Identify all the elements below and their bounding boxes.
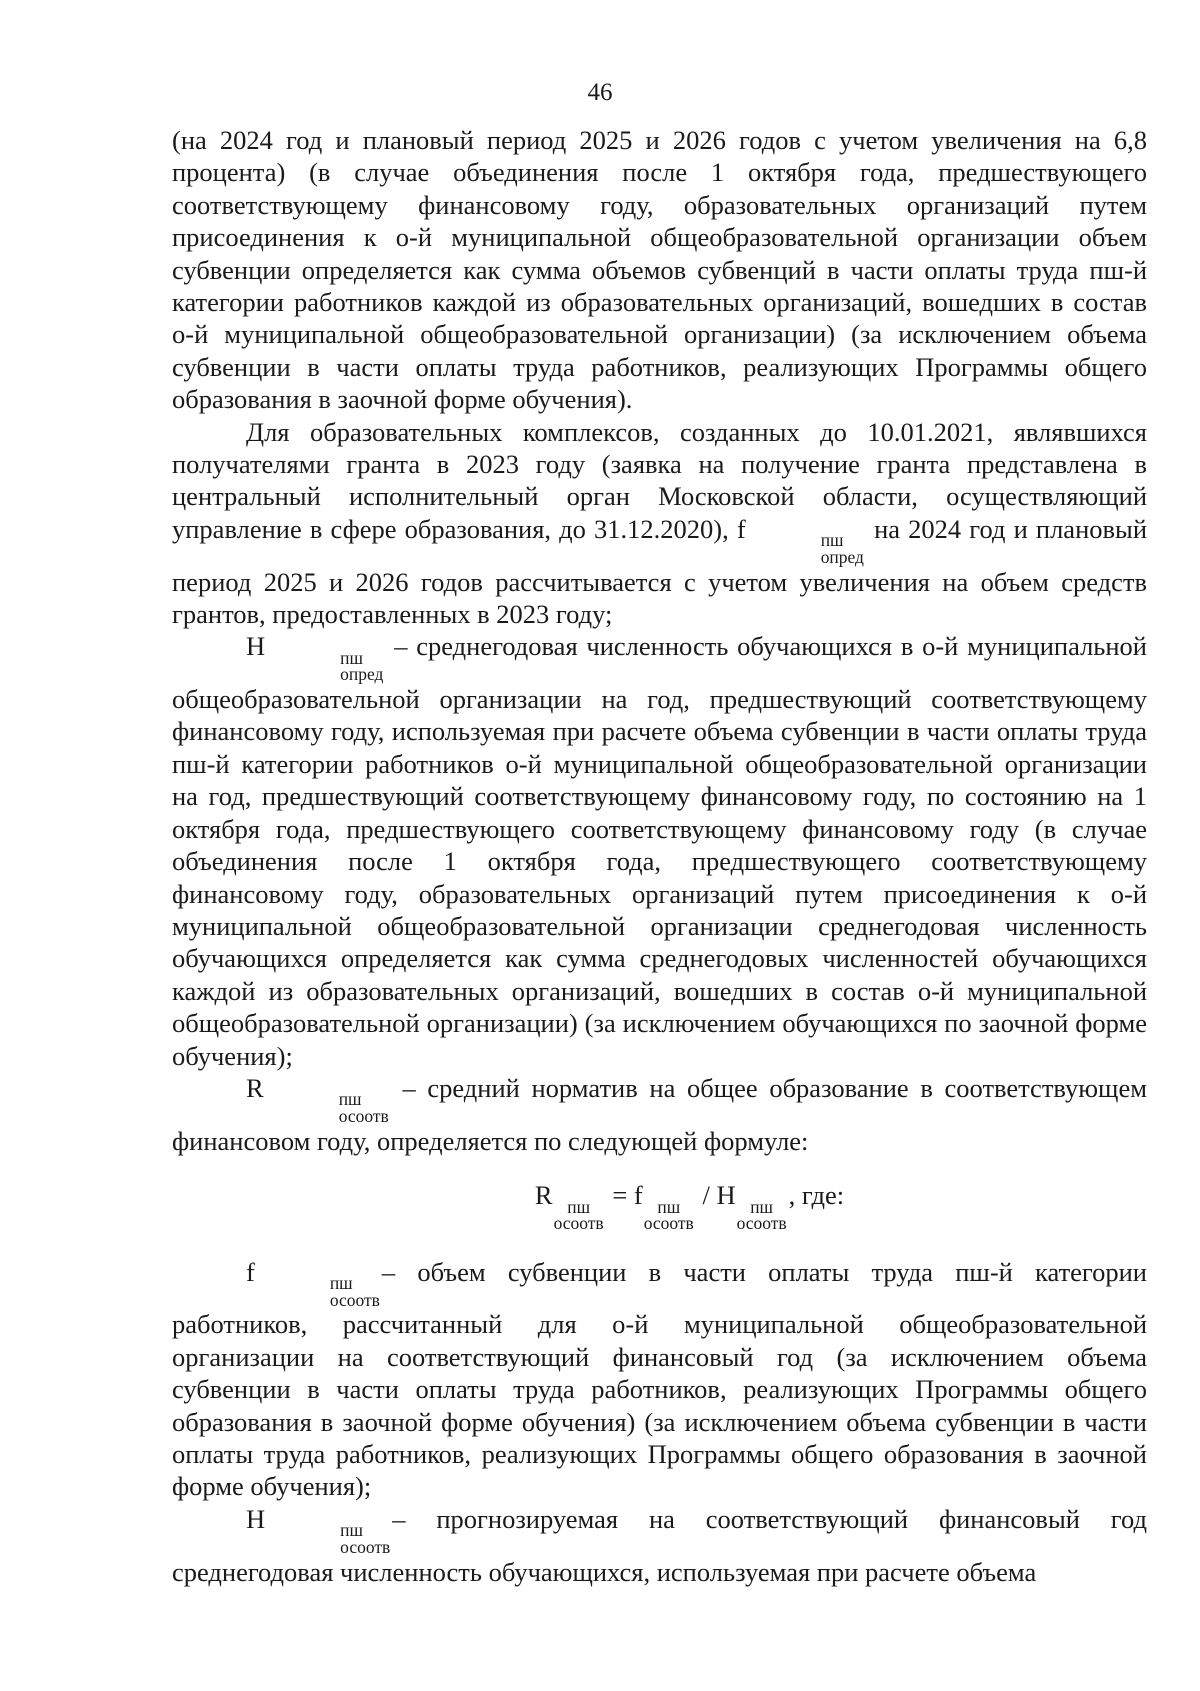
definition-text: – объем субвенции в части оплаты труда пш-й категории работников, рассчитанный для о-й муниципальной общеобразовательной организации на соответствующий финансовый год (за исключением объема субвенции в части оплаты труда работников, реализующих Программы общего образования в заочной форме обучения) (за исключением объема субвенции в части оплаты труда работников, реализующих Программы общего образования в заочной форме обучения); bbox=[172, 1256, 1147, 1502]
definition-h-opred bbox=[172, 630, 1147, 1072]
page-number: 46 bbox=[587, 79, 613, 106]
paragraph-text: Для образовательных комплексов, созданных до 10.01.2021, являвшихся получателями гранта в 2023 году (заявка на получение гранта представлена в центральный исполнительный орган Московской области, осуществляющий управление в сфере образования, до 31.12.2020), bbox=[172, 416, 1147, 544]
symbol-h-opred: H пш опред bbox=[246, 631, 384, 685]
formula-symbol-r: R пш осоотв bbox=[534, 1180, 604, 1234]
definition-text: – прогнозируемая на соответствующий финансовый год среднегодовая численность обучающихся, используемая при расчете объема bbox=[172, 1503, 1147, 1587]
definition-text: – среднегодовая численность обучающихся в о-й муниципальной общеобразовательной организации на год, предшествующий соответствующему финансовому году, используемая при расчете объема субвенции в части оплаты труда пш-й категории работников о-й муниципальной общеобразовательной организации на год, предшествующий соответствующему финансовому году, по состоянию на 1 октября года, предшествующего соответствующему финансовому году (в случае объединения после 1 октября года, предшествующего соответствующему финансовому году, образовательных организаций путем присоединения к о-й муниципальной общеобразовательной организации среднегодовая численность обучающихся определяется как сумма среднегодовых численностей обучающихся каждой из образовательных организаций, вошедших в состав о-й муниципальной общеобразовательной организации) (за исключением обучающихся по заочной форме обучения); bbox=[172, 631, 1147, 1071]
paragraph-text: на 2024 год и плановый период 2025 и 2026 годов рассчитывается с учетом увеличения на объем средств грантов, предоставленных в 2023 году; bbox=[172, 513, 1147, 629]
paragraph-grant-note bbox=[172, 416, 1147, 631]
symbol-r-osootv: R пш осоотв bbox=[246, 1072, 389, 1127]
formula-slash: / bbox=[695, 1180, 717, 1211]
definition-h-osootv bbox=[172, 1503, 1147, 1588]
definition-f-osootv bbox=[172, 1256, 1147, 1503]
formula-equals: = bbox=[605, 1180, 634, 1211]
symbol-h-osootv: H пш осоотв bbox=[246, 1503, 391, 1557]
formula-suffix: , где: bbox=[788, 1180, 845, 1211]
formula-symbol-h: H пш осоотв bbox=[716, 1180, 787, 1234]
definition-r-osootv bbox=[172, 1072, 1147, 1157]
paragraph-continuation: (на 2024 год и плановый период 2025 и 2026 годов с учетом увеличения на 6,8 процента) (в случае объединения после 1 октября года, предшествующего соответствующему финансовому году, образовательных организаций путем присоединения к о-й муниципальной общеобразовательной организации объем субвенции определяется как сумма объемов субвенций в части оплаты труда пш-й категории работников каждой из образовательных организаций, вошедших в состав о-й муниципальной общеобразовательной организации) (за исключением объема субвенции в части оплаты труда работников, реализующих Программы общего образования в заочной форме обучения). bbox=[172, 125, 1147, 415]
symbol-f-osootv: f пш осоотв bbox=[246, 1256, 380, 1310]
formula-symbol-f: f пш осоотв bbox=[633, 1180, 694, 1234]
formula-r-osootv bbox=[172, 1179, 1147, 1232]
definition-text: – средний норматив на общее образование в соответствующем финансовом году, определяется по следующей формуле: bbox=[172, 1072, 1147, 1156]
document-body bbox=[172, 124, 1147, 1588]
symbol-f-opred: f пш опред bbox=[736, 513, 864, 567]
